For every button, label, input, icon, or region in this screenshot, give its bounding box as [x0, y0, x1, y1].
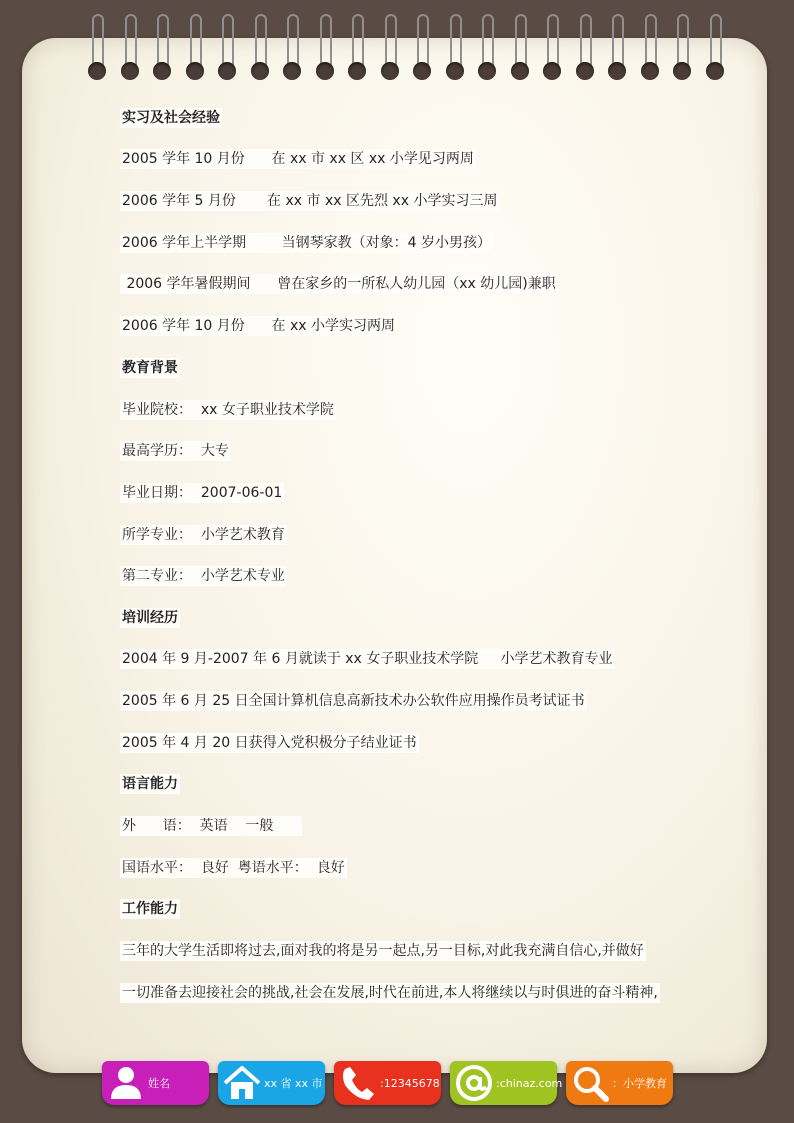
contact-web-label: :chinaz.com	[496, 1076, 563, 1090]
person-icon	[106, 1063, 146, 1103]
contact-tab-address[interactable]	[218, 1061, 325, 1105]
contact-tab-intent[interactable]	[566, 1061, 673, 1105]
internship-line: 2005 学年 10 月份 在 xx 市 xx 区 xx 小学见习两周	[122, 151, 474, 167]
contact-address-label: xx 省 xx 市	[264, 1077, 323, 1090]
section-heading-education: 教育背景	[122, 360, 178, 376]
section-heading-training: 培训经历	[122, 610, 178, 626]
search-icon	[570, 1063, 610, 1103]
contact-tab-name[interactable]	[102, 1061, 209, 1105]
internship-line: 2006 学年 10 月份 在 xx 小学实习两周	[122, 318, 395, 334]
education-line: 第二专业： 小学艺术专业	[122, 568, 285, 584]
section-heading-internship: 实习及社会经验	[122, 110, 220, 126]
education-line: 所学专业： 小学艺术教育	[122, 527, 285, 543]
education-line: 最高学历： 大专	[122, 443, 229, 459]
language-line: 外 语： 英语 一般	[122, 818, 301, 834]
contact-name-label: 姓名	[148, 1077, 170, 1090]
spiral-binding	[88, 14, 728, 84]
contact-tab-web[interactable]	[450, 1061, 563, 1105]
training-line: 2005 年 4 月 20 日获得入党积极分子结业证书	[122, 735, 417, 751]
home-icon	[222, 1063, 262, 1103]
work-ability-line: 三年的大学生活即将过去,面对我的将是另一起点,另一目标,对此我充满自信心,并做好	[122, 943, 644, 959]
education-line: 毕业日期： 2007-06-01	[122, 485, 283, 501]
section-heading-work-ability: 工作能力	[122, 901, 178, 917]
training-line: 2004 年 9 月-2007 年 6 月就读于 xx 女子职业技术学院 小学艺术教育专业	[122, 651, 613, 667]
internship-line: 2006 学年上半学期 当钢琴家教（对象：4 岁小男孩）	[122, 235, 492, 251]
internship-line: 2006 学年暑假期间 曾在家乡的一所私人幼儿园（xx 幼儿园)兼职	[122, 276, 556, 292]
internship-line: 2006 学年 5 月份 在 xx 市 xx 区先烈 xx 小学实习三周	[122, 193, 498, 209]
education-line: 毕业院校： xx 女子职业技术学院	[122, 402, 334, 418]
work-ability-line: 一切准备去迎接社会的挑战,社会在发展,时代在前进,本人将继续以与时俱进的奋斗精神,	[122, 985, 658, 1001]
contact-intent-label: ：小学教育	[612, 1077, 667, 1090]
at-icon	[454, 1063, 494, 1103]
phone-icon	[338, 1063, 378, 1103]
contact-tab-phone[interactable]	[334, 1061, 441, 1105]
section-heading-language: 语言能力	[122, 776, 178, 792]
training-line: 2005 年 6 月 25 日全国计算机信息高新技术办公软件应用操作员考试证书	[122, 693, 585, 709]
contact-phone-label: :12345678	[380, 1076, 440, 1090]
language-line: 国语水平： 良好 粤语水平： 良好	[122, 860, 345, 876]
contact-tab-bar	[0, 1058, 794, 1118]
